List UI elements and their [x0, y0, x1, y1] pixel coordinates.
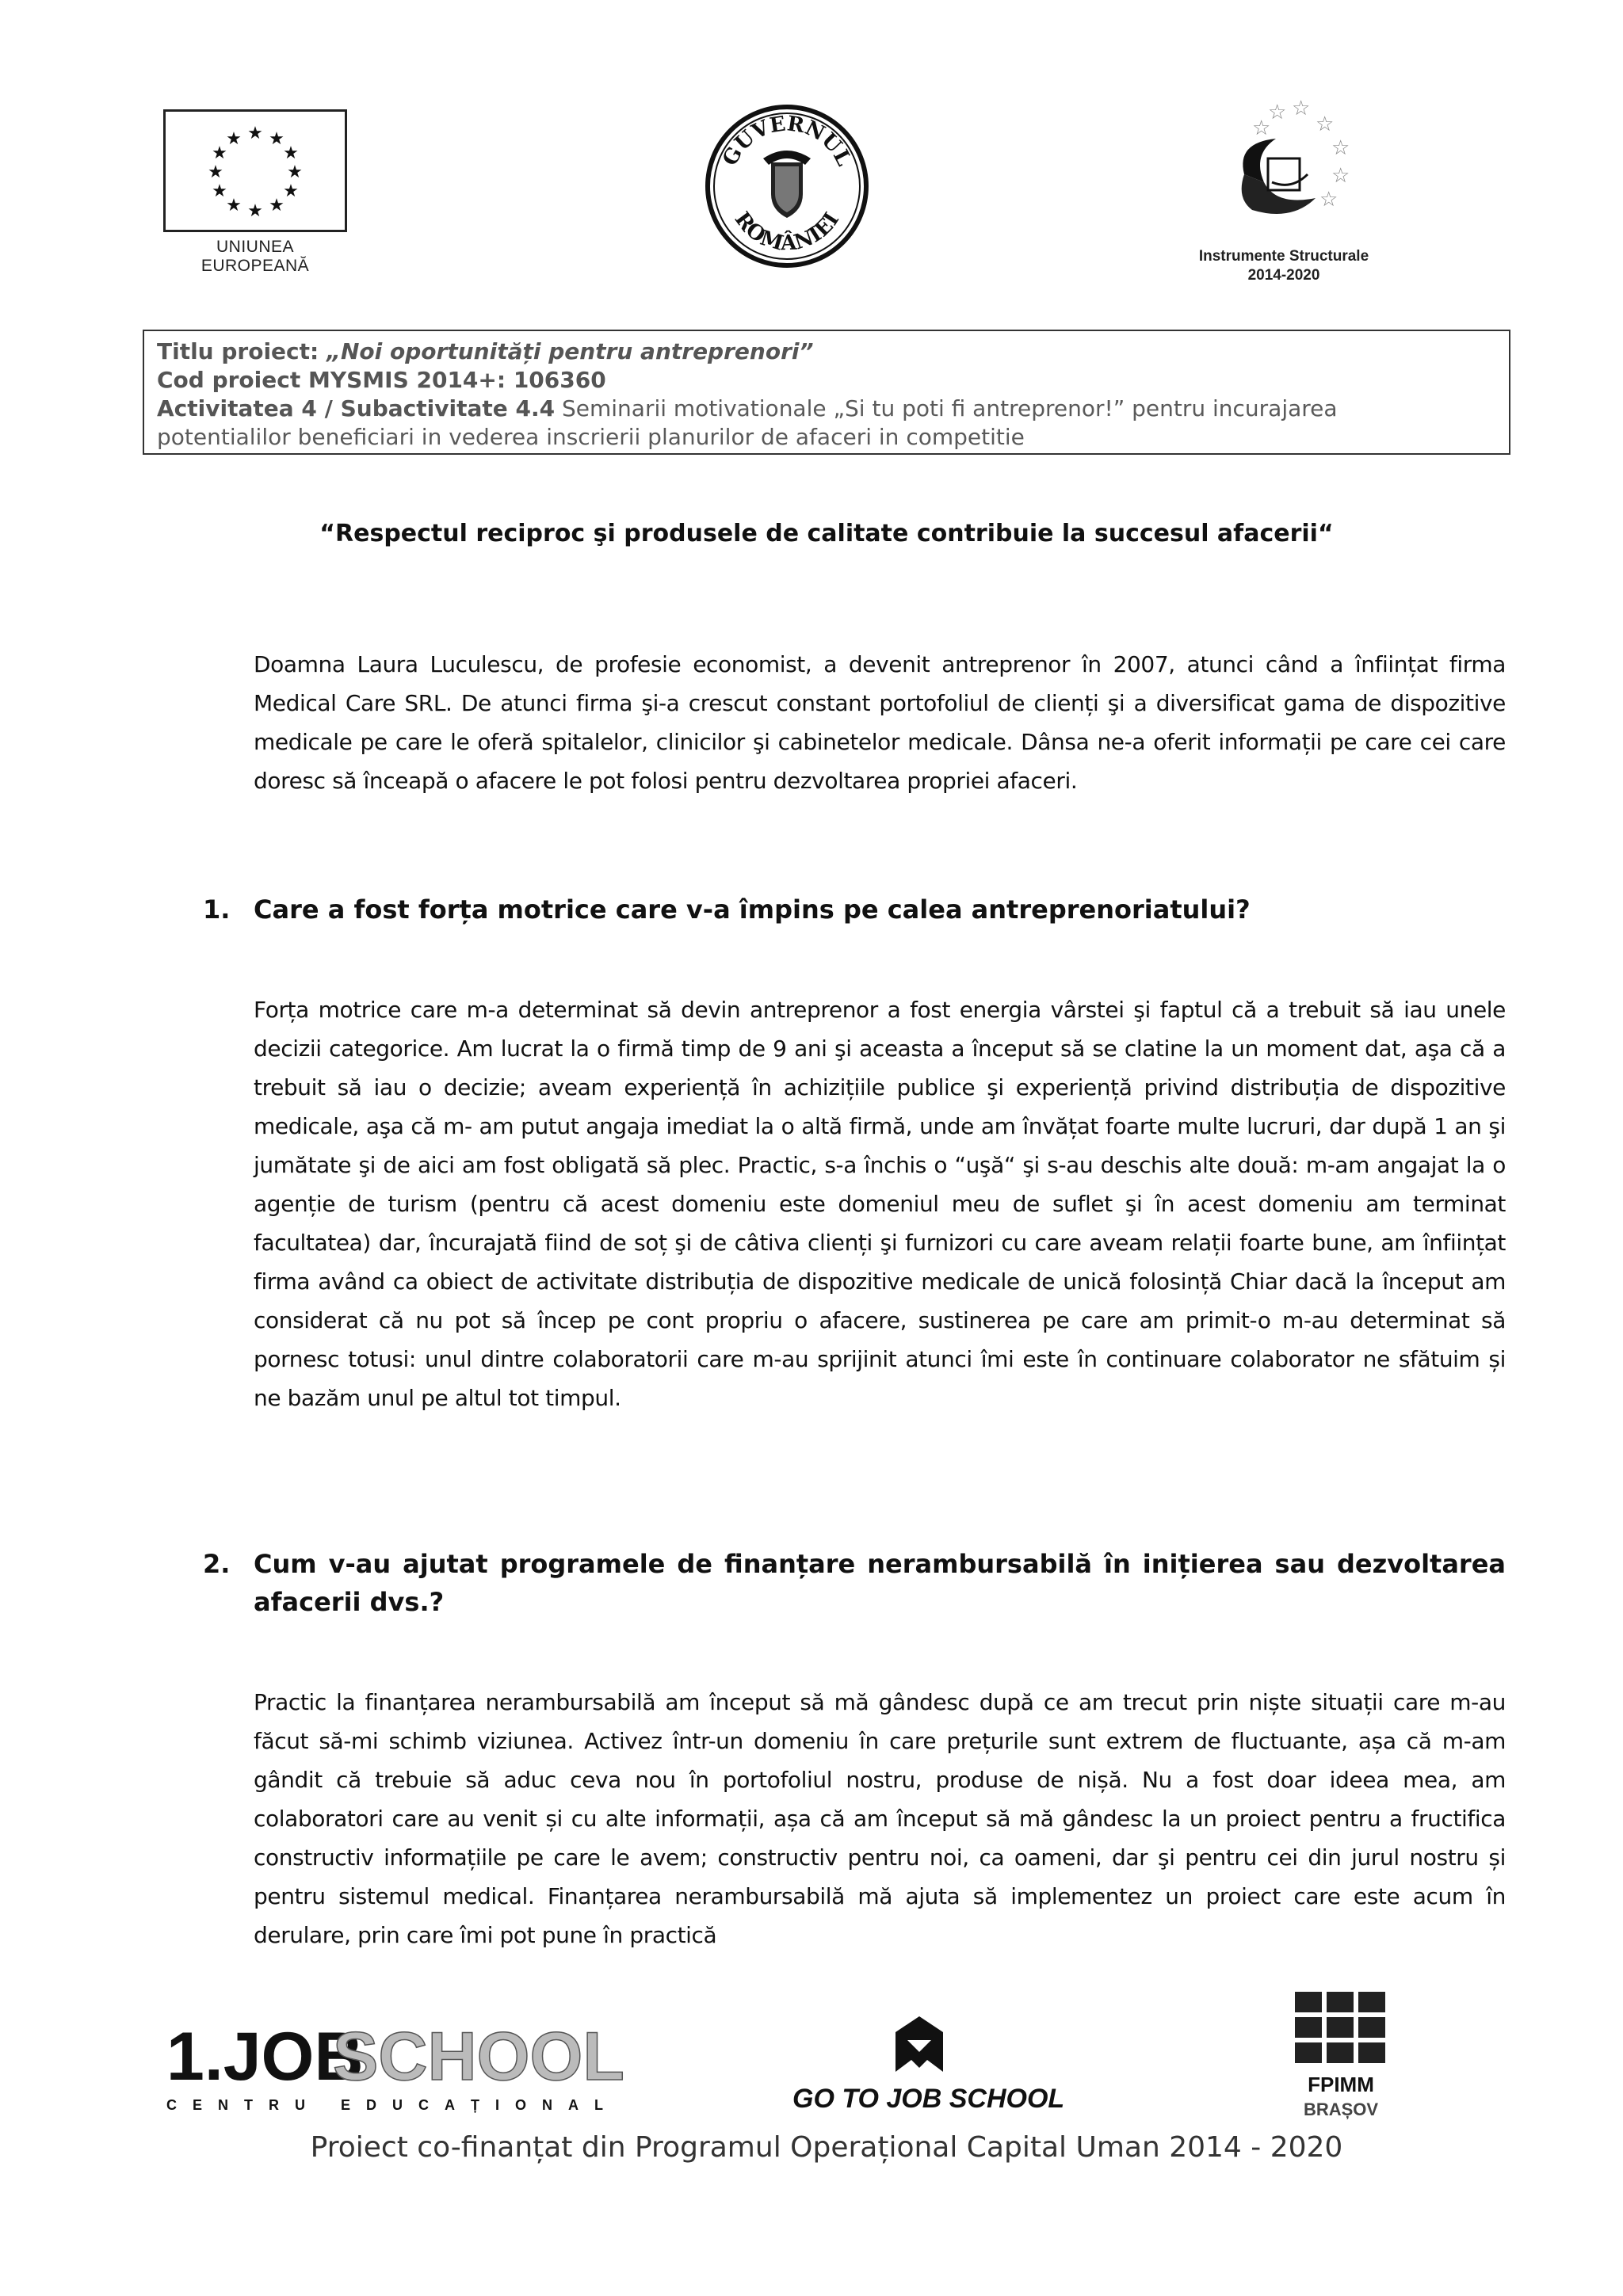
- project-title-value: „Noi oportunități pentru antreprenori”: [326, 338, 814, 364]
- project-title-row: [157, 338, 1496, 366]
- svg-text:☆: ☆: [1252, 116, 1271, 140]
- eu-flag-logo: [163, 109, 347, 232]
- svg-text:★: ★: [269, 129, 285, 149]
- svg-text:★: ★: [208, 162, 223, 182]
- svg-text:☆: ☆: [1331, 164, 1350, 188]
- project-info-box: [143, 330, 1510, 455]
- romanian-government-seal: [704, 103, 870, 269]
- fpimm-logo: [1292, 1989, 1395, 2123]
- svg-text:★: ★: [212, 181, 227, 201]
- svg-text:★: ★: [283, 143, 299, 163]
- svg-text:★: ★: [283, 181, 299, 201]
- svg-text:★: ★: [226, 196, 242, 215]
- instrumente-structurale-logo: [1189, 95, 1395, 254]
- svg-text:★: ★: [212, 143, 227, 163]
- project-activity-row: [157, 395, 1496, 423]
- gotojob-text: GO TO JOB SCHOOL: [792, 2084, 1065, 2114]
- project-activity-row-2: potentialilor beneficiari in vederea inscrierii planurilor de afaceri in competitie: [157, 424, 1025, 450]
- seal-text-bottom: ROMÂNIEI: [729, 208, 845, 256]
- is-label-line2: 2014-2020: [1247, 267, 1320, 284]
- svg-text:☆: ☆: [1331, 136, 1350, 160]
- go-to-job-school-logo: [785, 2012, 1086, 2115]
- seal-text-top: GUVERNUL: [718, 112, 856, 170]
- question-number: 2.: [203, 1549, 231, 1579]
- intro-paragraph: Doamna Laura Luculescu, de profesie economist, a devenit antreprenor în 2007, atunci când a înființat firma Medical Care SRL. De atunci firma şi-a crescut constant portofoliul de clienți şi a diversificat gama de dispozitive medicale pe care le oferă spitalelor, clinicilor şi cabinetelor medicale. Dânsa ne-a oferit informații pe care cei care doresc să înceapă o afacere le pot folosi pentru dezvoltarea propriei afaceri.: [254, 651, 1506, 794]
- svg-text:☆: ☆: [1316, 113, 1335, 136]
- project-code-row: [157, 366, 1496, 395]
- answer-2: Practic la finanțarea nerambursabilă am început să mă gândesc după ce am trecut prin niște situații care m-au făcut să-mi schimb viziunea. Activez într-un domeniu în care prețurile sunt extrem de fluctuante, așa că m-am gândit că trebuie să aduc ceva nou în portofoliul nostru, produse de nișă. Nu a fost doar ideea mea, am colaboratori care au venit și cu alte informații, așa că am început să mă gândesc la un proiect pentru a fructifica constructiv informațiile pe care le avem; constructiv pentru noi, ca oameni, dar şi pentru cei din jurul nostru și pentru sistemul medical. Finanțarea nerambursabilă mă ajuta să implementez un proiect care este acum în derulare, prin care îmi pot pune în practică: [254, 1689, 1506, 1948]
- svg-text:★: ★: [247, 201, 263, 221]
- instrumente-structurale-label: [1165, 247, 1403, 285]
- question-text: Care a fost forța motrice care v-a împins pe calea antreprenoriatului?: [254, 894, 1251, 925]
- question-1: [203, 891, 1506, 929]
- svg-text:★: ★: [269, 196, 285, 215]
- fpimm-city: BRAȘOV: [1303, 2100, 1379, 2119]
- svg-text:★: ★: [287, 162, 303, 182]
- project-title-label: Titlu proiect:: [157, 338, 327, 364]
- svg-text:☆: ☆: [1319, 188, 1338, 212]
- project-code: Cod proiect MYSMIS 2014+: 106360: [157, 367, 606, 393]
- jobschool-name-2: SCHOOL: [333, 2019, 624, 2095]
- document-title: “Respectul reciproc şi produsele de calitate contribuie la succesul afacerii“: [319, 520, 1334, 547]
- question-2: [203, 1545, 1506, 1621]
- svg-text:☆: ☆: [1292, 97, 1311, 120]
- question-number: 1.: [203, 894, 231, 925]
- svg-text:★: ★: [226, 129, 242, 149]
- fpimm-name: FPIMM: [1308, 2073, 1374, 2096]
- cofinance-footer: Proiect co-finanțat din Programul Operațional Capital Uman 2014 - 2020: [310, 2131, 1343, 2164]
- question-text: Cum v-au ajutat programele de finanțare nerambursabilă în inițierea sau dezvoltarea afacerii dvs.?: [254, 1549, 1506, 1617]
- svg-text:★: ★: [247, 124, 263, 143]
- project-activity-label: Activitatea 4 / Subactivitate 4.4: [157, 395, 556, 421]
- svg-text:☆: ☆: [1268, 101, 1287, 124]
- eu-stars-icon: [166, 112, 345, 230]
- jobschool-name-1: 1.JOB: [166, 2019, 364, 2095]
- is-label-line1: Instrumente Structurale: [1198, 248, 1369, 265]
- eu-label: UNIUNEA EUROPEANĂ: [200, 238, 310, 275]
- project-activity-desc: Seminarii motivationale „Si tu poti fi antreprenor!” pentru incurajarea: [555, 395, 1338, 421]
- answer-1: Forța motrice care m-a determinat să devin antreprenor a fost energia vârstei şi faptul că a trebuit să iau unele decizii categorice. Am lucrat la o firmă timp de 9 ani şi aceasta a început să se clatine la un moment dat, aşa că a trebuit să iau o decizie; aveam experiență în achizițiile publice şi experiență privind distribuția de dispozitive medicale, aşa că m- am putut angaja imediat la o altă firmă, unde am învățat foarte multe lucruri, dar după 1 an şi jumătate şi de aici am fost obligată să plec. Practic, s-a închis o “uşă“ şi s-au deschis alte două: m-am angajat la o agenție de turism (pentru că acest domeniu este domeniul meu de suflet şi în acest domeniu am terminat facultatea) dar, încurajată fiind de soț şi de câtiva clienți şi furnizori cu care aveam relații foarte bune, am înființat firma având ca obiect de activitate distribuția de dispozitive medicale de unică folosință Chiar dacă la început am considerat că nu pot să încep pe cont propriu o afacere, sustinerea pe care am primit-o m-au determinat să pornesc totusi: unul dintre colaboratorii care m-au sprijinit atunci îmi este în continuare colaborator ne sfătuim și ne bazăm unul pe altul tot timpul.: [254, 997, 1506, 1411]
- jobschool-logo: [166, 2016, 626, 2119]
- jobschool-sub: CENTRU EDUCAȚIONAL: [166, 2097, 619, 2113]
